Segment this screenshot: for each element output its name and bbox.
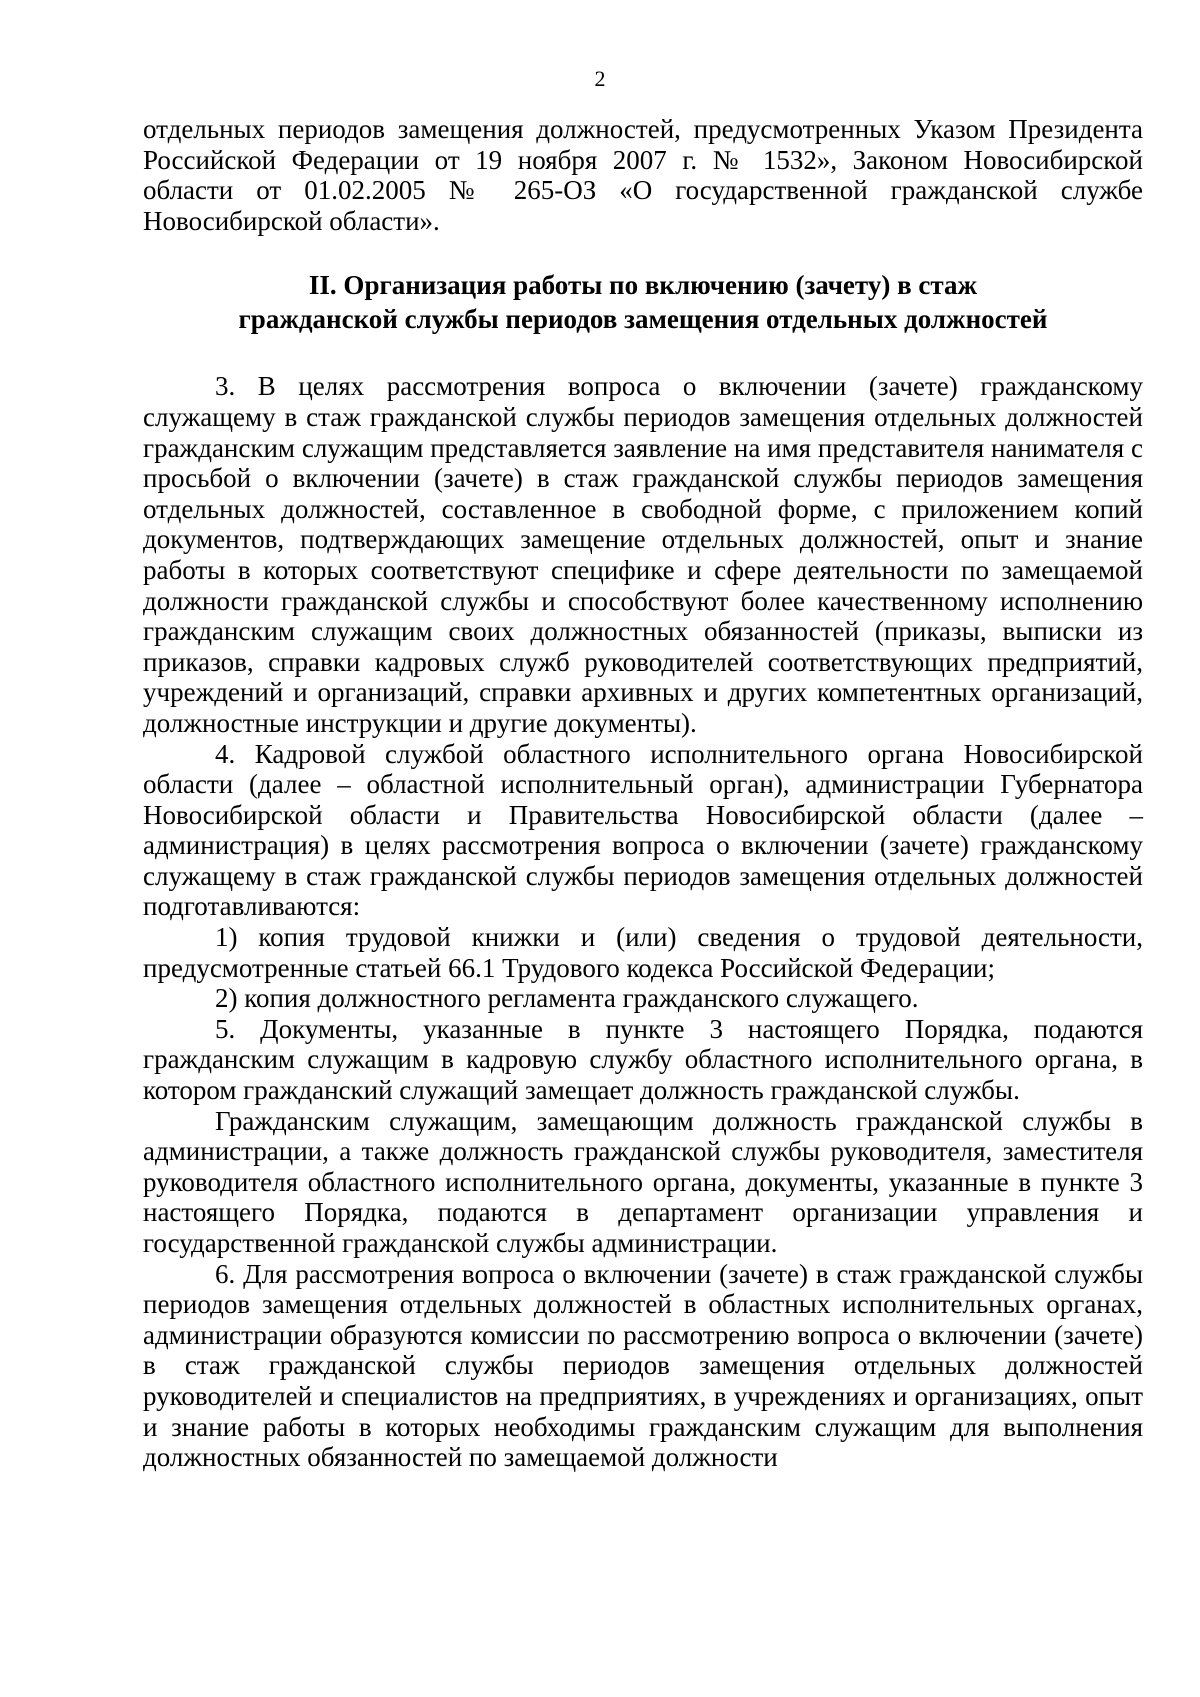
paragraph-6: 6. Для рассмотрения вопроса о включении (зачете) в стаж гражданской службы периодов замещения отдельных должностей в областных исполнительных органах, администрации образуются комиссии по рассмотрению вопроса о включении (зачете) в стаж гражданской службы периодов замещения отдельных должностей руководителей и специалистов на предприятиях, в учреждениях и организациях, опыт и знание работы в которых необходимы гражданским служащим для выполнения должностных обязанностей по замещаемой должности: [143, 1258, 1143, 1473]
paragraph-4-item-1: 1) копия трудовой книжки и (или) сведения о трудовой деятельности, предусмотренные статьей 66.1 Трудового кодекса Российской Федерации;: [143, 922, 1143, 983]
page-number: 2: [594, 66, 606, 91]
paragraph-4: 4. Кадровой службой областного исполнительного органа Новосибирской области (далее – областной исполнительный орган), администрации Губернатора Новосибирской области и Правительства Новосибирской области (далее – администрация) в целях рассмотрения вопроса о включении (зачете) гражданскому служащему в стаж гражданской службы периодов замещения отдельных должностей подготавливаются:: [143, 738, 1143, 922]
document-body: [143, 114, 1143, 1473]
paragraph-5: 5. Документы, указанные в пункте 3 настоящего Порядка, подаются гражданским служащим в кадровую службу областного исполнительного органа, в котором гражданский служащий замещает должность гражданской службы.: [143, 1013, 1143, 1106]
paragraph-3: 3. В целях рассмотрения вопроса о включении (зачете) гражданскому служащему в стаж гражданской службы периодов замещения отдельных должностей гражданским служащим представляется заявление на имя представителя нанимателя с просьбой о включении (зачете) в стаж гражданской службы периодов замещения отдельных должностей, составленное в свободной форме, с приложением копий документов, подтверждающих замещение отдельных должностей, опыт и знание работы в которых соответствуют специфике и сфере деятельности по замещаемой должности гражданской службы и способствуют более качественному исполнению гражданским служащим своих должностных обязанностей (приказы, выписки из приказов, справки кадровых служб руководителей соответствующих предприятий, учреждений и организаций, справки архивных и других компетентных организаций, должностные инструкции и другие документы).: [143, 371, 1143, 738]
intro-paragraph: отдельных периодов замещения должностей, предусмотренных Указом Президента Российской Федерации от 19 ноября 2007 г. № 1532», Законом Новосибирской области от 01.02.2005 № 265-ОЗ «О государственной гражданской службе Новосибирской области».: [143, 114, 1143, 236]
paragraph-5-continuation: Гражданским служащим, замещающим должность гражданской службы в администрации, а также должность гражданской службы руководителя, заместителя руководителя областного исполнительного органа, документы, указанные в пункте 3 настоящего Порядка, подаются в департамент организации управления и государственной гражданской службы администрации.: [143, 1105, 1143, 1258]
section-title-line-1: II. Организация работы по включению (зачету) в стаж: [308, 270, 978, 301]
section-title-line-2: гражданской службы периодов замещения отдельных должностей: [238, 304, 1048, 335]
paragraph-4-item-2: 2) копия должностного регламента гражданского служащего.: [215, 983, 919, 1014]
section-title: [143, 268, 1143, 336]
